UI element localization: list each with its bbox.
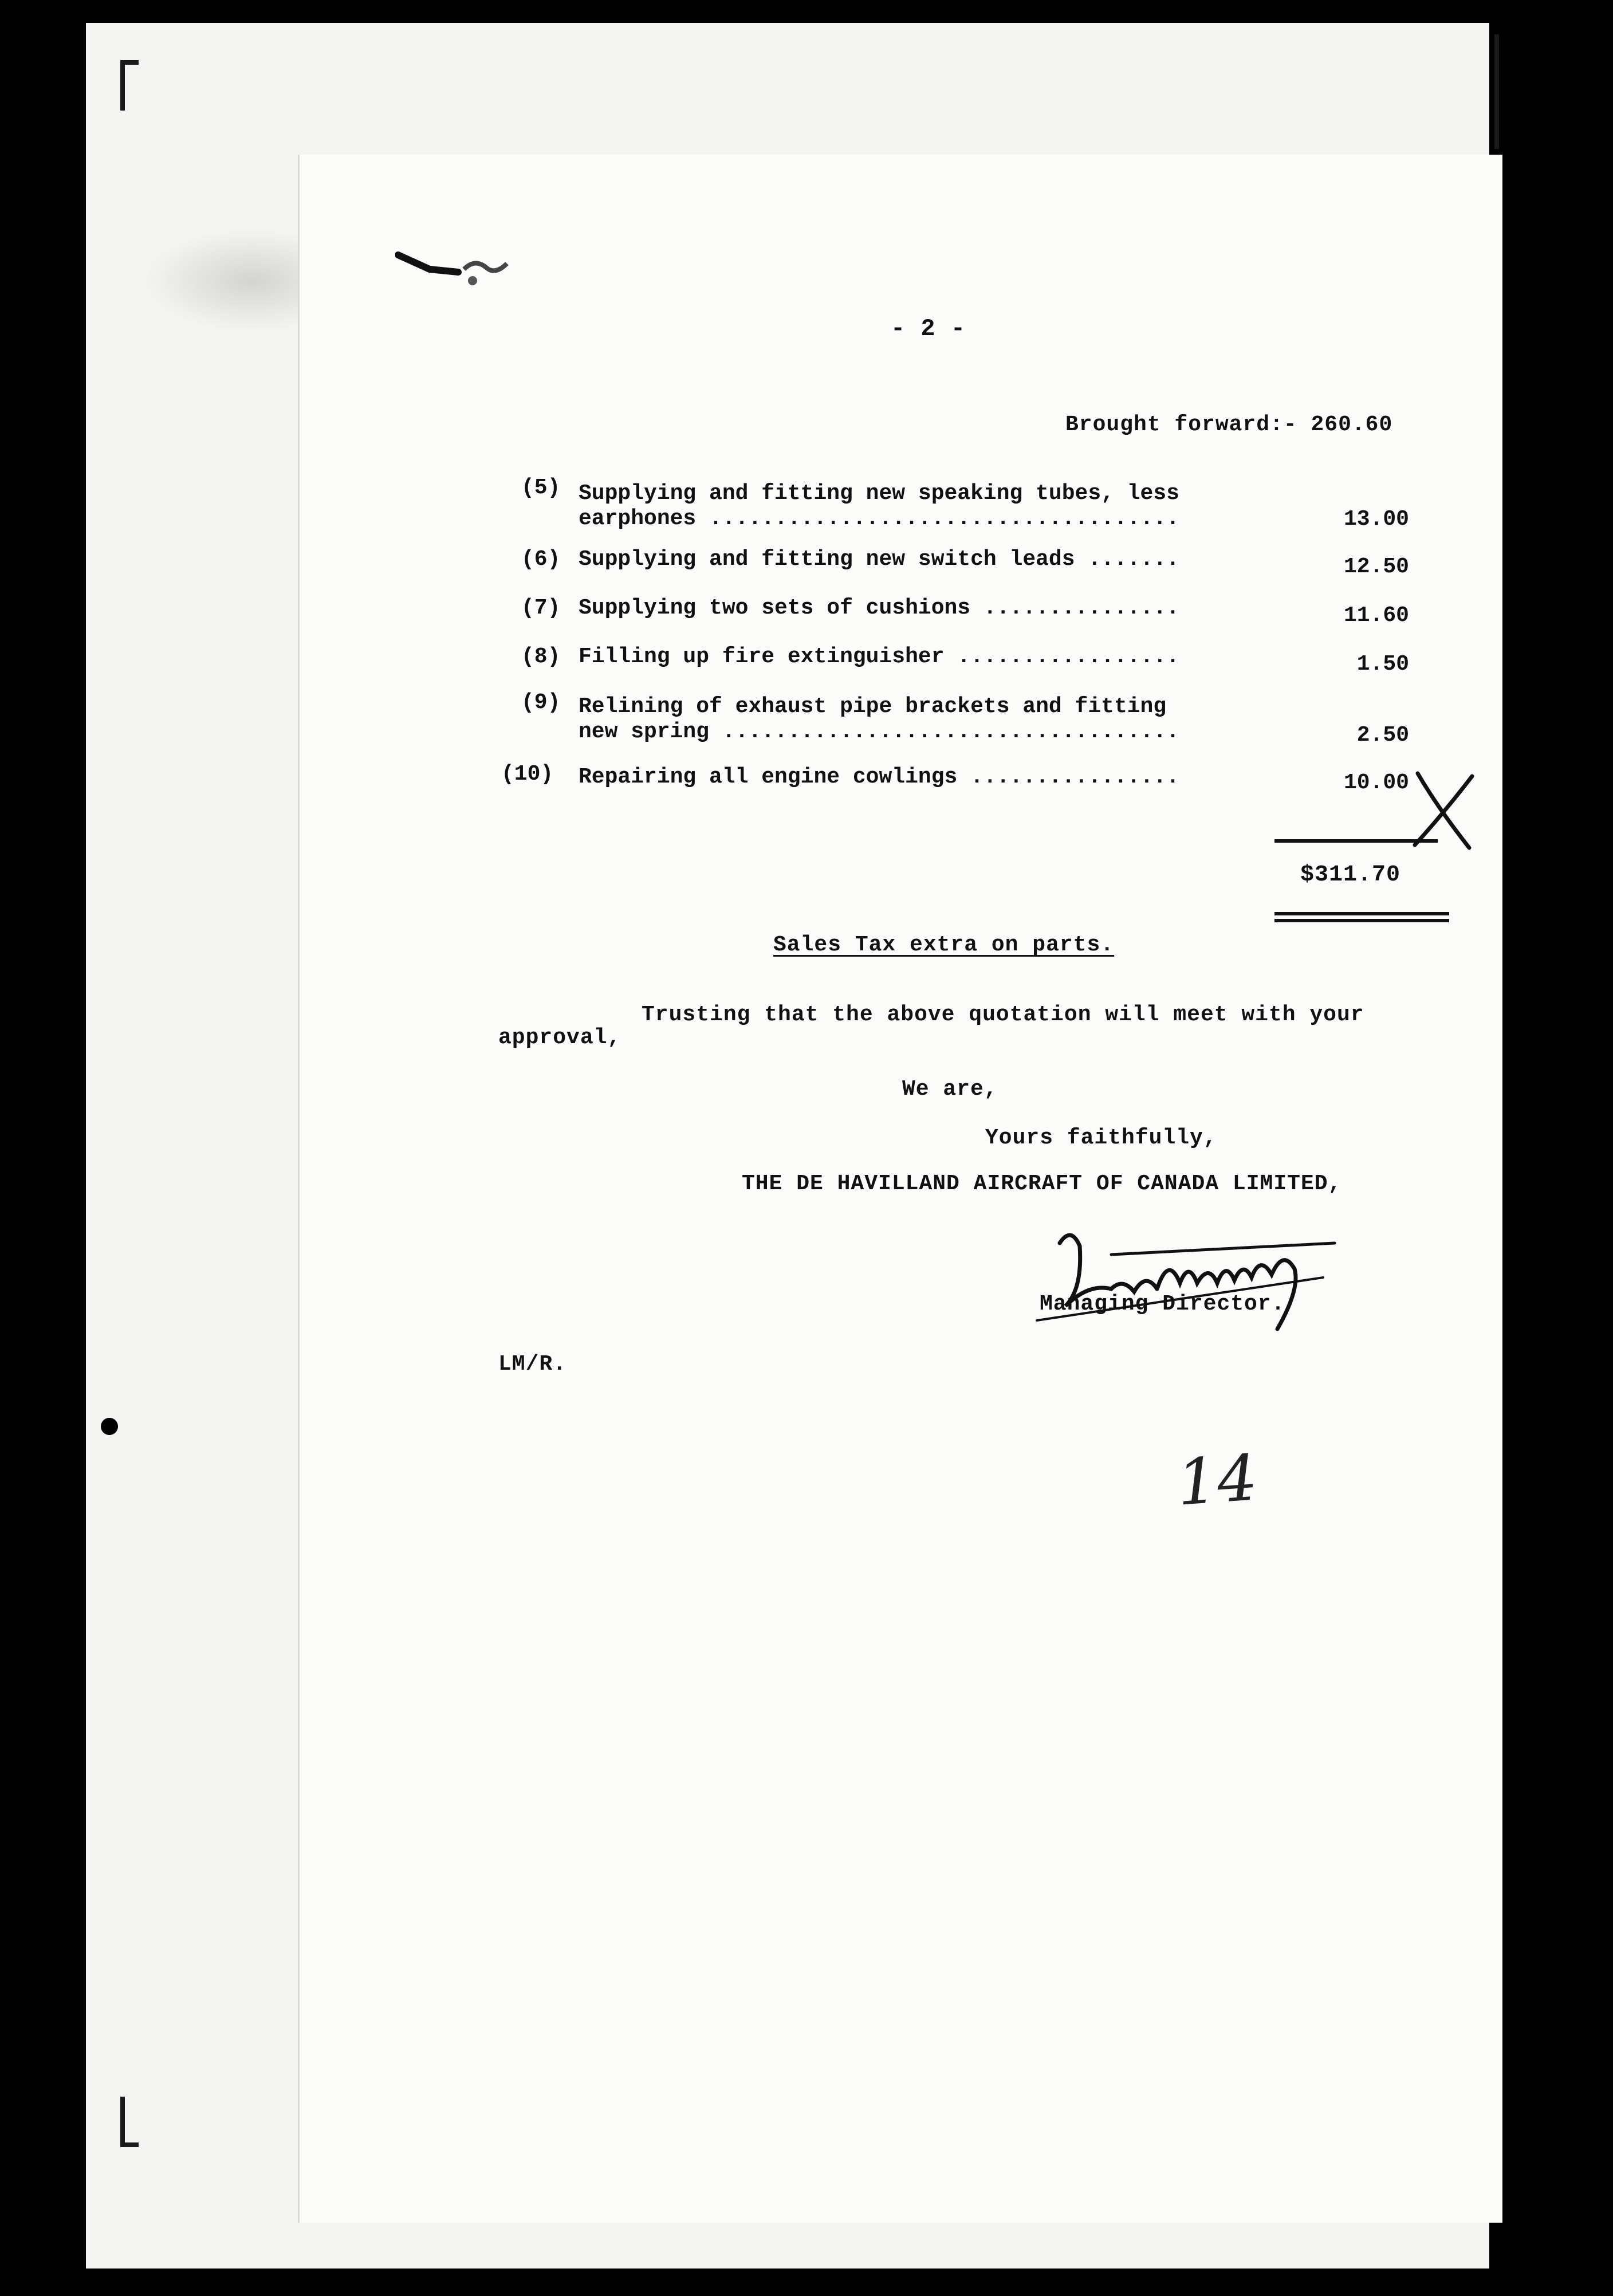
corner-mark-bottom-left (120, 2097, 139, 2147)
item-number: (5) (521, 475, 561, 500)
corner-mark-top-left (120, 60, 139, 111)
item-description: Supplying two sets of cushions ............... (579, 596, 1179, 620)
item-desc-line: new spring ................................... (579, 720, 1179, 744)
item-amount: 13.00 (1343, 507, 1409, 532)
item-desc-line: earphones .................................... (579, 506, 1179, 531)
item-number: (8) (521, 644, 561, 669)
double-rule-top (1274, 912, 1449, 915)
corner-mark-top-right (1481, 34, 1499, 149)
item-number: (6) (521, 547, 561, 572)
signatory-title: Managing Director. (1040, 1292, 1285, 1316)
signature (1025, 1220, 1346, 1335)
closing-line-2: approval, (498, 1025, 621, 1050)
item-amount: 2.50 (1356, 723, 1409, 748)
item-amount: 10.00 (1343, 770, 1409, 795)
double-rule-bottom (1274, 919, 1449, 922)
punch-hole (101, 1418, 118, 1435)
item-description (579, 481, 1266, 532)
item-description: Supplying and fitting new switch leads ....... (579, 547, 1179, 572)
item-number: (9) (521, 690, 561, 715)
ink-mark-icon (395, 246, 510, 286)
item-amount: 11.60 (1343, 603, 1409, 628)
item-desc-line: Relining of exhaust pipe brackets and fitting (579, 694, 1167, 719)
brought-forward: Brought forward:- 260.60 (1065, 412, 1393, 437)
total-rule (1274, 839, 1438, 843)
page-number: - 2 - (891, 315, 966, 343)
sales-tax-note: Sales Tax extra on parts. (773, 933, 1115, 957)
handwritten-page-number: 14 (1174, 1441, 1260, 1520)
company-name: THE DE HAVILLAND AIRCRAFT OF CANADA LIMITED, (742, 1171, 1342, 1196)
item-number: (7) (521, 596, 561, 620)
we-are: We are, (902, 1077, 998, 1102)
total-amount: $311.70 (1300, 862, 1401, 888)
item-amount: 1.50 (1356, 652, 1409, 677)
item-description: Filling up fire extinguisher ................. (579, 644, 1179, 669)
item-description (579, 694, 1266, 745)
item-amount: 12.50 (1343, 555, 1409, 579)
complimentary-close: Yours faithfully, (985, 1126, 1217, 1150)
item-description: Repairing all engine cowlings ................ (579, 765, 1179, 789)
item-number: (10) (501, 762, 554, 787)
reference-initials: LM/R. (498, 1352, 567, 1377)
item-desc-line: Supplying and fitting new speaking tubes, less (579, 481, 1179, 506)
closing-line-1: Trusting that the above quotation will meet with your (642, 1002, 1364, 1027)
